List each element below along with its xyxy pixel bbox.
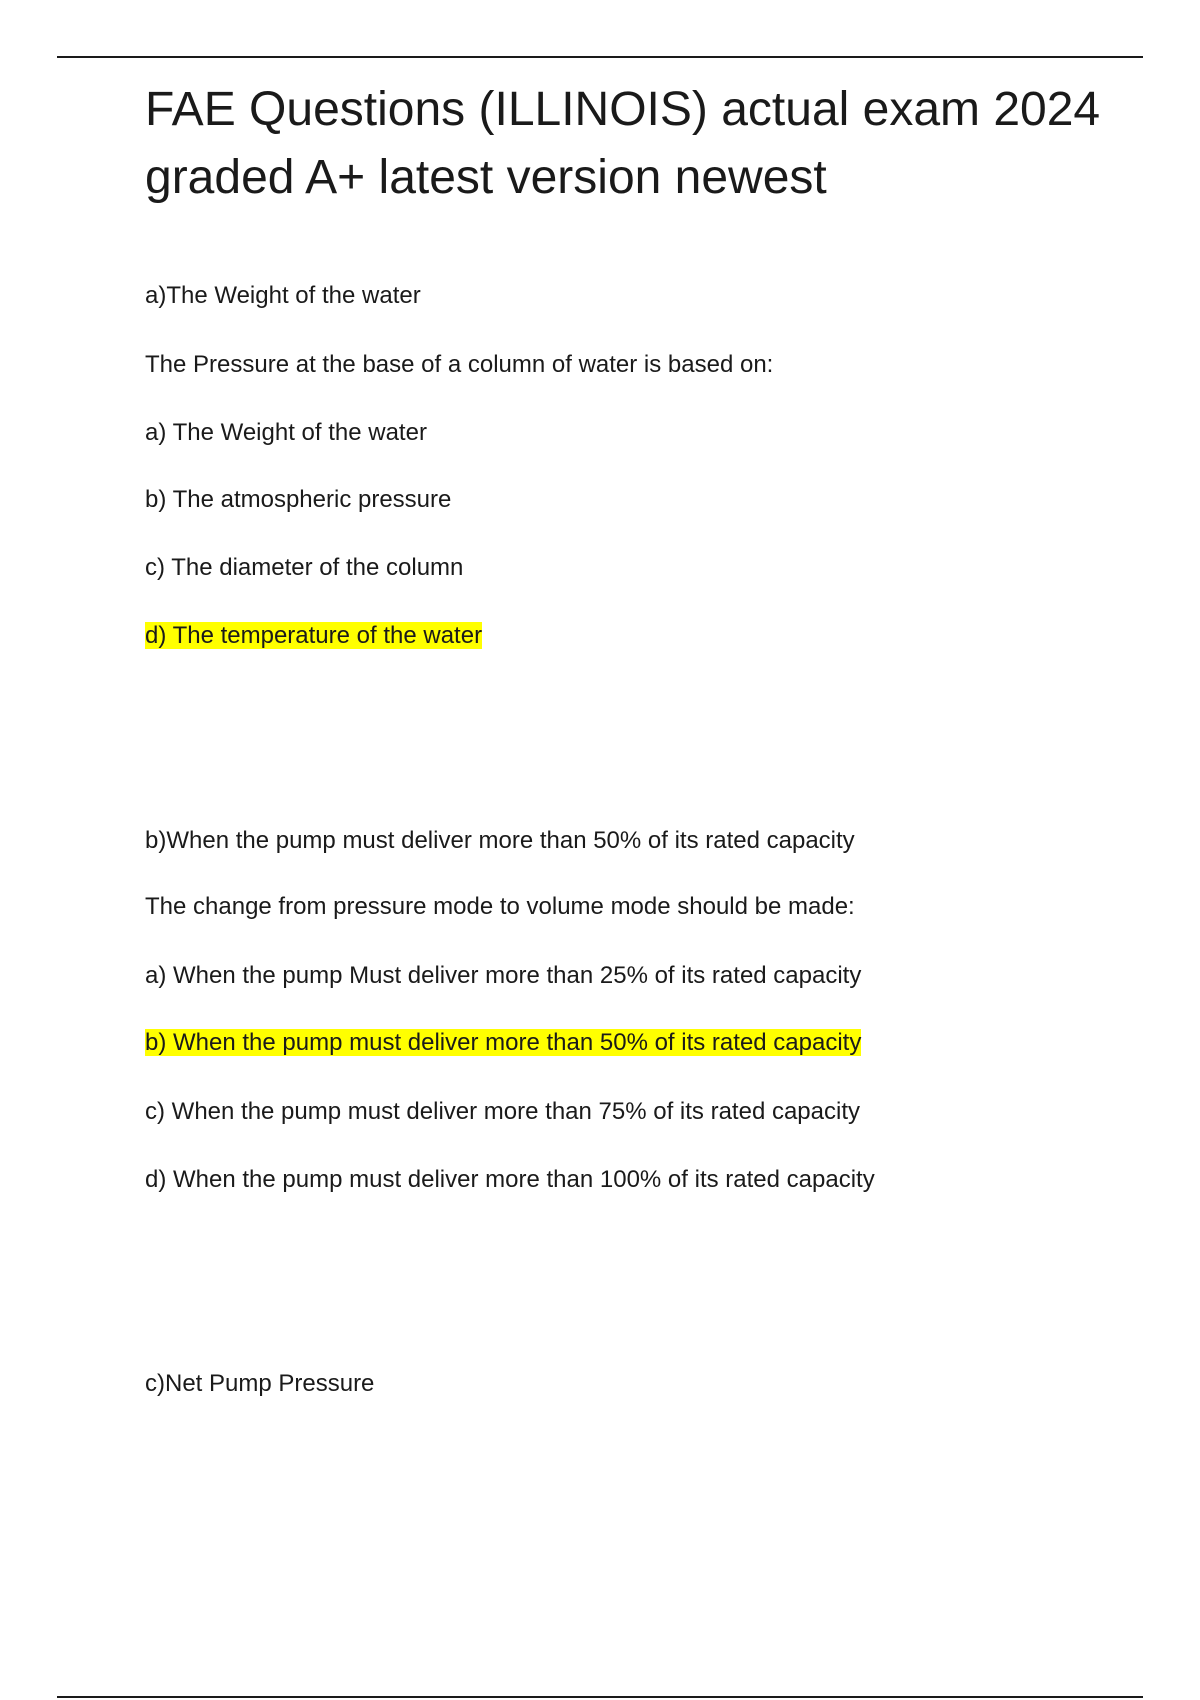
highlighted-option: b) When the pump must deliver more than 50% of its rated capacity (145, 1029, 862, 1056)
highlighted-option: d) The temperature of the water (145, 622, 483, 649)
question-1-prompt: The Pressure at the base of a column of water is based on: (145, 351, 774, 378)
question-1-option-d (145, 620, 482, 652)
question-1-option-a: a) The Weight of the water (145, 419, 427, 446)
question-2-option-d: d) When the pump must deliver more than 100% of its rated capacity (145, 1166, 875, 1193)
document-title: FAE Questions (ILLINOIS) actual exam 2024 graded A+ latest version newest (145, 83, 1101, 204)
question-1-option-c: c) The diameter of the column (145, 554, 464, 581)
question-2-prompt: The change from pressure mode to volume mode should be made: (145, 893, 855, 920)
question-1-option-b: b) The atmospheric pressure (145, 486, 452, 513)
question-2-option-a: a) When the pump Must deliver more than 25% of its rated capacity (145, 962, 862, 989)
question-3-answer: c)Net Pump Pressure (145, 1370, 375, 1397)
question-2-option-b (145, 1027, 861, 1059)
question-1-answer: a)The Weight of the water (145, 282, 421, 309)
top-rule (57, 56, 1143, 58)
question-2-answer: b)When the pump must deliver more than 50% of its rated capacity (145, 827, 855, 854)
bottom-rule (57, 1696, 1143, 1698)
question-2-option-c: c) When the pump must deliver more than 75% of its rated capacity (145, 1098, 860, 1125)
